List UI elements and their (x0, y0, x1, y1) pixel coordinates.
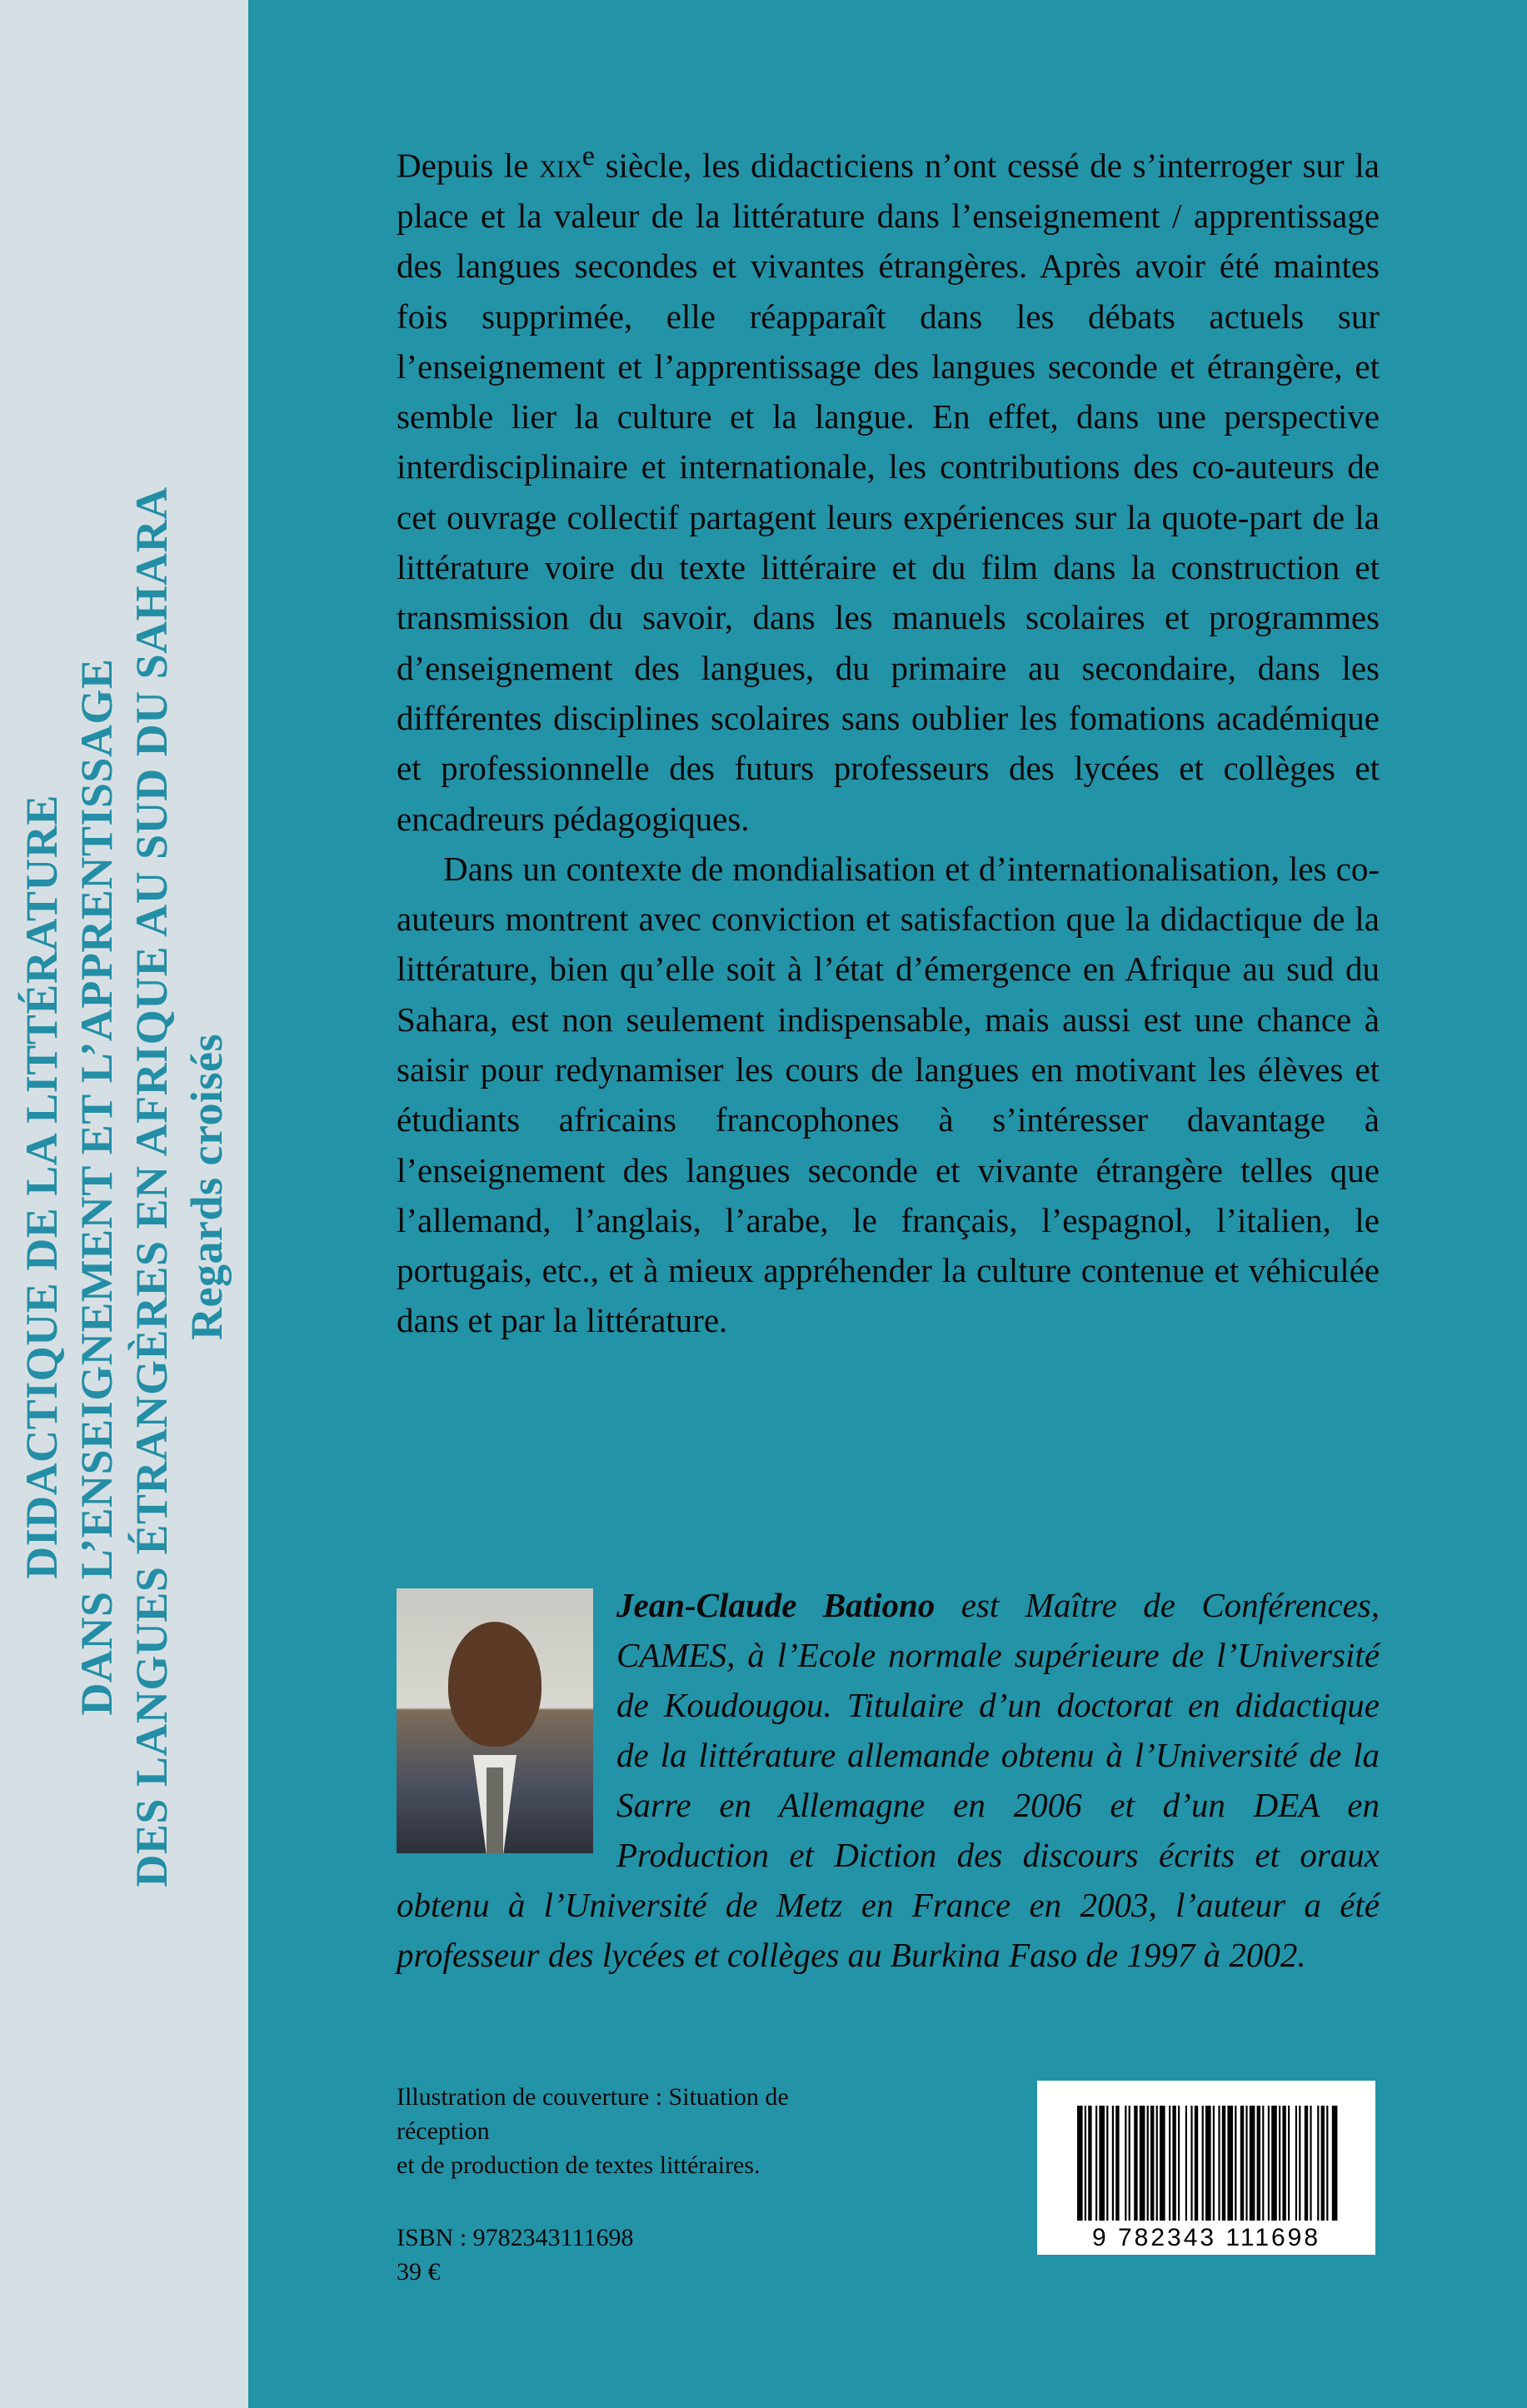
barcode-bar (1195, 2106, 1198, 2221)
barcode-bar (1213, 2106, 1215, 2221)
barcode-bar (1282, 2106, 1285, 2221)
barcode-bar (1077, 2106, 1083, 2221)
barcode-bar (1095, 2106, 1097, 2221)
barcode-bar (1125, 2106, 1126, 2221)
barcode-bar (1299, 2106, 1300, 2221)
barcode-bar (1257, 2106, 1260, 2221)
author-bio-text: est Maître de Conférences, CAMES, à l’Ecole normale supérieure de l’Université de Koudougou. Titulaire d’un doctorat en didactique de la littérature allemande obtenu à l’Université de la Sarre en Allemagne en 2006 et d’un DEA en Production et Diction des discours écrits et oraux obtenu à l’Université de Metz en France en 2003, l’auteur a été professeur des lycées et collèges au Burkina Faso de 1997 à 2002. (397, 1586, 1380, 1974)
barcode-bar (1172, 2106, 1175, 2221)
barcode-bar (1235, 2106, 1236, 2221)
barcode-bar (1150, 2106, 1154, 2221)
barcode-bar (1085, 2106, 1086, 2221)
summary-p1-rest: siècle, les didacticiens n’ont cessé de s’interroger sur la place et la valeur de la littérature dans l’enseignement / apprentissage des langues secondes et vivantes étrangères. Après avoir été maintes fois supprimée, elle réapparaît dans les débats actuels sur l’enseignement et l’apprentissage des langues seconde et étrangère, et semble lier la culture et la langue. En effet, dans une perspective interdisciplinaire et internationale, les contributions des co-auteurs de cet ouvrage collectif partagent leurs expériences sur la quote-part de la littérature voire du texte littéraire et du film dans la construction et transmission du savoir, dans les manuels scolaires et programmes d’enseignement des langues, du primaire au secondaire, dans les différentes disciplines scolaires sans oublier les fomations académique et professionnelle des futurs professeurs des lycées et collèges et encadreurs pédagogiques. (397, 146, 1380, 838)
author-bio (397, 1580, 1380, 1980)
barcode-bar (1250, 2106, 1255, 2221)
barcode-bar (1099, 2106, 1105, 2221)
barcode-bar (1326, 2106, 1328, 2221)
credit-line-1: Illustration de couverture : Situation de réception (397, 2083, 789, 2145)
cover-illustration-credit (397, 2080, 863, 2182)
barcode-bar (1271, 2106, 1277, 2221)
barcode-bar (1112, 2106, 1114, 2221)
barcode-bar (1106, 2106, 1108, 2221)
barcode-bar (1115, 2106, 1119, 2221)
barcode-bar (1218, 2106, 1220, 2221)
barcode-bar (1205, 2106, 1211, 2221)
barcode-bar (1227, 2106, 1233, 2221)
barcode-bar (1190, 2106, 1192, 2221)
barcode-bar (1279, 2106, 1280, 2221)
author-photo-face (448, 1622, 541, 1747)
barcode-bar (1147, 2106, 1149, 2221)
barcode-bar (1262, 2106, 1264, 2221)
summary-p1-lead: Depuis le (397, 146, 540, 185)
barcode-bar (1222, 2106, 1225, 2221)
barcode-bar (1268, 2106, 1270, 2221)
barcode (1037, 2081, 1375, 2255)
summary-paragraph-1 (397, 132, 1380, 844)
spine-title-block (14, 146, 234, 2228)
author-photo-tie (487, 1767, 503, 1853)
century-numeral: xix (539, 146, 582, 185)
barcode-bar (1317, 2106, 1319, 2221)
isbn-number: ISBN : 9782343111698 (397, 2224, 634, 2251)
barcode-bar (1321, 2106, 1325, 2221)
barcode-bar (1129, 2106, 1130, 2221)
barcode-bar (1169, 2106, 1170, 2221)
credit-line-2: et de production de textes littéraires. (397, 2151, 761, 2179)
barcode-bar (1134, 2106, 1137, 2221)
spine-subtitle: Regards croisés (182, 1034, 232, 1340)
barcode-bar (1240, 2106, 1244, 2221)
barcode-bar (1185, 2106, 1187, 2221)
barcode-bar (1160, 2106, 1165, 2221)
spine-title-line-1: DIDACTIQUE DE LA LITTÉRATURE (17, 795, 67, 1579)
author-photo (397, 1588, 593, 1853)
barcode-bar (1140, 2106, 1145, 2221)
barcode-bar (1202, 2106, 1204, 2221)
century-superscript: e (581, 141, 595, 172)
back-cover-summary (397, 132, 1380, 1346)
price: 39 € (397, 2258, 441, 2286)
barcode-bar (1088, 2106, 1091, 2221)
barcode-bar (1156, 2106, 1158, 2221)
barcode-bar (1305, 2106, 1308, 2221)
barcode-bar (1332, 2106, 1338, 2221)
barcode-digits: 9 782343 111698 (1091, 2224, 1321, 2251)
summary-paragraph-2: Dans un contexte de mondialisation et d’internationalisation, les co-auteurs montrent avec conviction et satisfaction que la didactique de la littérature, bien qu’elle soit à l’état d’émergence en Afrique au sud du Sahara, est non seulement indispensable, mais aussi est une chance à saisir pour redynamiser les cours de langues en motivant les élèves et étudiants africains francophones à s’intéresser davantage à l’enseignement des langues seconde et vivante étrangère telles que l’allemand, l’anglais, l’arabe, le français, l’espagnol, l’italien, le portugais, etc., et à mieux appréhender la culture contenue et véhiculée dans et par la littérature. (397, 849, 1380, 1340)
barcode-bar (1288, 2106, 1290, 2221)
author-name: Jean-Claude Bationo (616, 1586, 936, 1624)
spine-title-line-2: DANS L’ENSEIGNEMENT ET L’APPRENTISSAGE (72, 658, 122, 1716)
barcode-bar (1245, 2106, 1247, 2221)
barcode-bar (1178, 2106, 1180, 2221)
barcode-bar (1295, 2106, 1297, 2221)
spine-title-line-3: DES LANGUES ÉTRANGÈRES EN AFRIQUE AU SUD DU SAHARA (127, 486, 177, 1887)
isbn-block (397, 2221, 633, 2289)
barcode-bar (1310, 2106, 1311, 2221)
spine-panel (0, 0, 248, 2408)
